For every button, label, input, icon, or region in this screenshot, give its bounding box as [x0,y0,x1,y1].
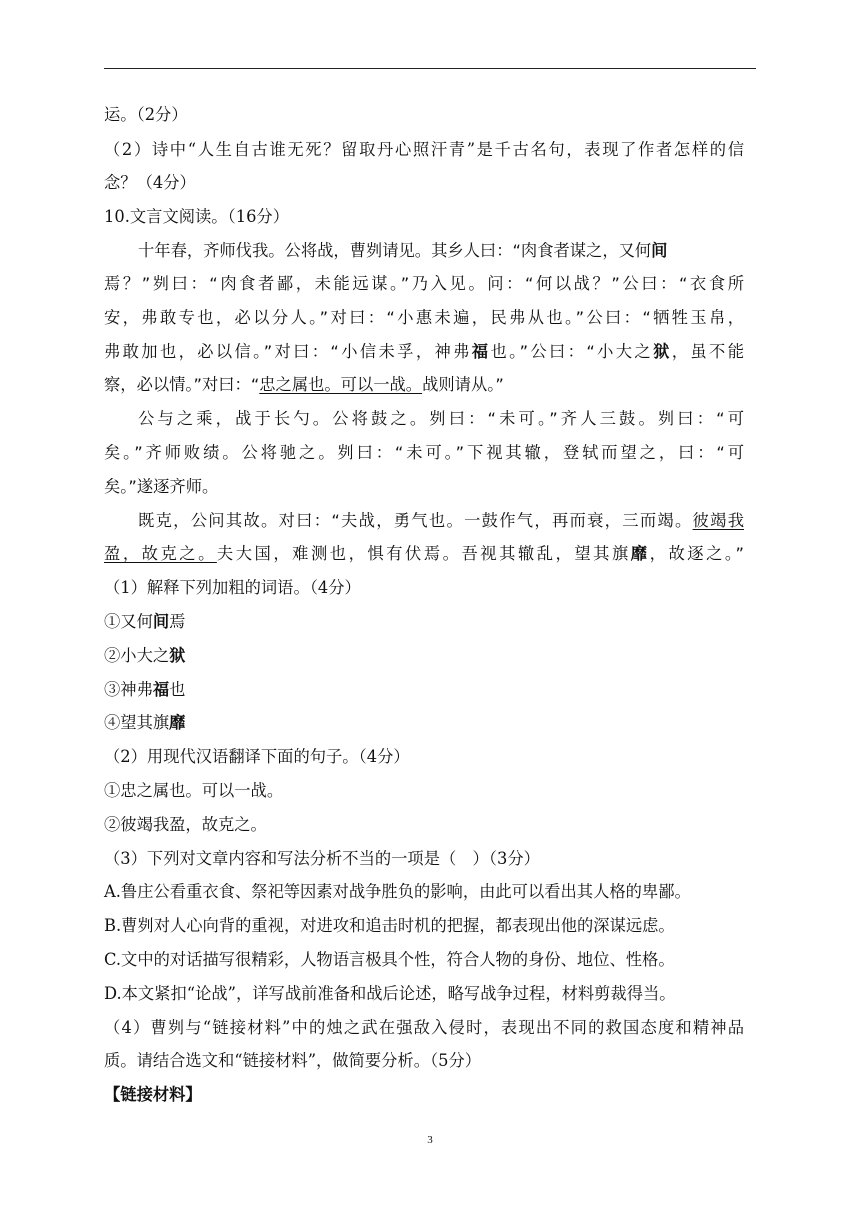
section-title: 10.文言文阅读。（16分） [104,207,289,226]
passage-line: 既克，公问其故。对曰：“夫战，勇气也。一鼓作气，再而衰，三而竭。彼竭我 [138,511,744,530]
option-d: D.本文紧扣“论战”，详写战前准备和战后论述，略写战争过程，材料剪裁得当。 [104,984,676,1003]
sub-item: ②小大之狱 [104,646,186,665]
passage-line: 弗敢加也，必以信。”对曰：“小信未孚，神弗福也。”公曰：“小大之狱，虽不能 [104,342,744,361]
header-rule [104,68,756,69]
sub-item: ④望其旗靡 [104,713,186,732]
question-9-2: （2）诗中“人生自古谁无死？留取丹心照汗青”是千古名句，表现了作者怎样的信 [104,140,744,159]
passage-line: 察，必以情。”对曰：“忠之属也。可以一战。战则请从。” [104,375,504,394]
sub-item: ③神弗福也 [104,680,186,699]
page-number: 3 [427,1134,433,1146]
sub-item: ①忠之属也。可以一战。 [104,781,284,800]
option-c: C.文中的对话描写很精彩，人物语言极具个性，符合人物的身份、地位、性格。 [104,950,675,969]
option-a: A.鲁庄公看重衣食、祭祀等因素对战争胜负的影响，由此可以看出其人格的卑鄙。 [104,882,691,901]
passage-line: 矣。”遂逐齐师。 [104,477,219,496]
link-material-title: 【链接材料】 [104,1085,202,1104]
passage-line: 焉？”刿曰：“肉食者鄙，未能远谋。”乃入见。问：“何以战？”公曰：“衣食所 [104,274,744,293]
question-10-1: （1）解释下列加粗的词语。（4分） [104,578,361,597]
sub-item: ②彼竭我盈，故克之。 [104,815,267,834]
sub-item: ①又何间焉 [104,612,186,631]
passage-line: 矣。”齐师败绩。公将驰之。刿曰：“未可。”下视其辙，登轼而望之，曰：“可 [104,443,744,462]
passage-line: 盈，故克之。夫大国，难测也，惧有伏焉。吾视其辙乱，望其旗靡，故逐之。” [104,544,744,563]
passage-line: 公与之乘，战于长勺。公将鼓之。刿曰：“未可。”齐人三鼓。刿曰：“可 [138,409,744,428]
option-b: B.曹刿对人心向背的重视，对进攻和追击时机的把握，都表现出他的深谋远虑。 [104,916,675,935]
question-10-2: （2）用现代汉语翻译下面的句子。（4分） [104,747,410,766]
passage-line: 十年春，齐师伐我。公将战，曹刿请见。其乡人曰：“肉食者谋之，又何间 [138,241,668,260]
passage-line: 安，弗敢专也，必以分人。”对曰：“小惠未遍，民弗从也。”公曰：“牺牲玉帛， [104,308,744,327]
question-10-4: （4）曹刿与“链接材料”中的烛之武在强敌入侵时，表现出不同的救国态度和精神品 [104,1018,744,1037]
text-line: 质。请结合选文和“链接材料”，做简要分析。（5分） [104,1051,482,1070]
text-line: 念？（4分） [104,173,196,192]
text-line: 运。（2分） [104,105,188,124]
question-10-3: （3）下列对文章内容和写法分析不当的一项是（ ）（3分） [104,849,540,868]
